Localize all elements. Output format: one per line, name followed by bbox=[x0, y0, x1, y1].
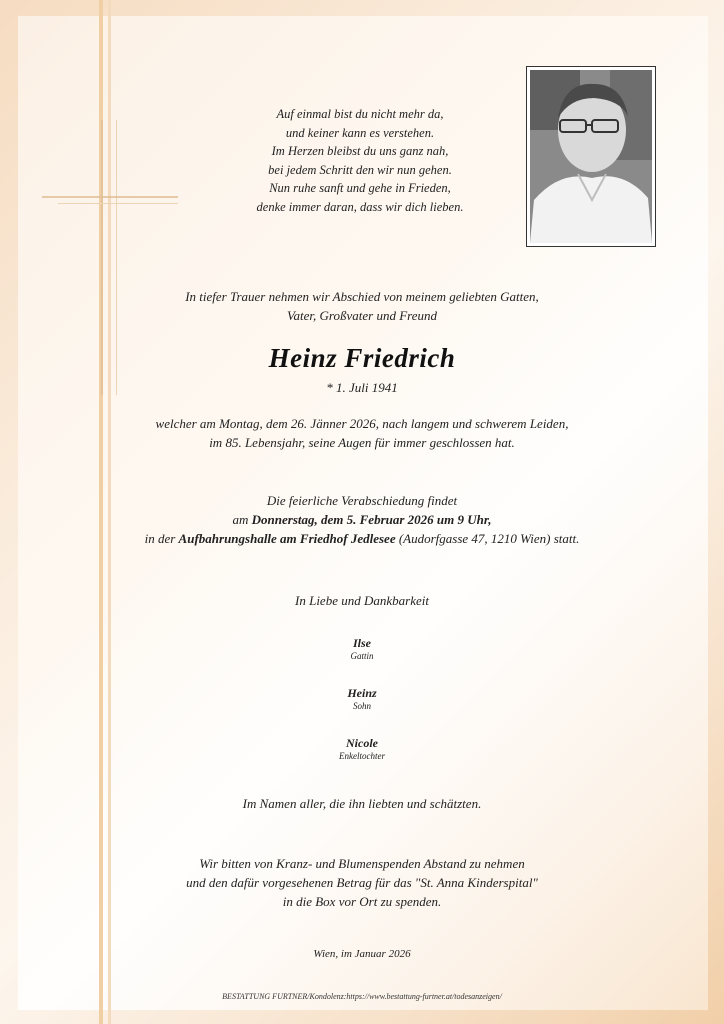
ceremony-prefix: in der bbox=[144, 531, 179, 546]
portrait-photo bbox=[526, 66, 656, 247]
ceremony-address: (Audorfgasse 47, 1210 Wien) statt. bbox=[395, 531, 580, 546]
mourner-relation: Gattin bbox=[350, 651, 374, 661]
mourner bbox=[0, 736, 724, 762]
portrait-image bbox=[530, 70, 652, 243]
place-date: Wien, im Januar 2026 bbox=[313, 948, 411, 960]
ceremony-location: Aufbahrungshalle am Friedhof Jedlesee bbox=[178, 531, 396, 546]
mourner bbox=[0, 686, 724, 712]
mourner-relation: Enkeltochter bbox=[339, 751, 385, 761]
ceremony-line: Die feierliche Verabschiedung findet bbox=[266, 493, 458, 508]
donation-line: Wir bitten von Kranz- und Blumenspenden Abstand zu nehmen bbox=[199, 856, 525, 871]
donation-line: und den dafür vorgesehenen Betrag für das "St. Anna Kinderspital" bbox=[186, 875, 538, 890]
poem-line: denke immer daran, dass wir dich lieben. bbox=[256, 199, 464, 214]
deceased-name: Heinz Friedrich bbox=[268, 343, 456, 373]
ceremony-date: Donnerstag, dem 5. Februar 2026 um 9 Uhr, bbox=[251, 512, 492, 527]
ceremony-line bbox=[0, 529, 724, 548]
ceremony-prefix: am bbox=[232, 512, 252, 527]
death-text bbox=[0, 414, 724, 452]
death-line: im 85. Lebensjahr, seine Augen für immer geschlossen hat. bbox=[209, 435, 515, 450]
footer-link[interactable]: BESTATTUNG FURTNER/Kondolenz:https://www.bestattung-furtner.at/todesanzeigen/ bbox=[222, 992, 502, 1001]
mourner-relation: Sohn bbox=[353, 701, 371, 711]
poem-line: und keiner kann es verstehen. bbox=[285, 125, 435, 140]
donation-line: in die Box vor Ort zu spenden. bbox=[282, 894, 442, 909]
intro-line: In tiefer Trauer nehmen wir Abschied von meinem geliebten Gatten, bbox=[185, 289, 539, 304]
intro-line: Vater, Großvater und Freund bbox=[287, 308, 437, 323]
poem-line: bei jedem Schritt den wir nun gehen. bbox=[268, 162, 452, 177]
mourner-name: Nicole bbox=[346, 736, 378, 750]
poem-line: Auf einmal bist du nicht mehr da, bbox=[276, 107, 444, 121]
closing-text: Im Namen aller, die ihn liebten und schätzten. bbox=[242, 796, 482, 811]
intro-text bbox=[0, 287, 724, 325]
poem-line: Im Herzen bleibst du uns ganz nah, bbox=[271, 144, 449, 158]
donation-text bbox=[0, 854, 724, 911]
ceremony-text bbox=[0, 491, 724, 548]
ceremony-line bbox=[0, 510, 724, 529]
death-line: welcher am Montag, dem 26. Jänner 2026, nach langem und schwerem Leiden, bbox=[155, 416, 569, 431]
birth-date: * 1. Juli 1941 bbox=[326, 380, 398, 395]
mourner bbox=[0, 636, 724, 662]
gratitude-text: In Liebe und Dankbarkeit bbox=[295, 593, 429, 608]
mourner-name: Heinz bbox=[347, 686, 377, 700]
poem-line: Nun ruhe sanft und gehe in Frieden, bbox=[269, 181, 451, 195]
poem bbox=[200, 105, 520, 216]
mourner-name: Ilse bbox=[353, 636, 371, 650]
